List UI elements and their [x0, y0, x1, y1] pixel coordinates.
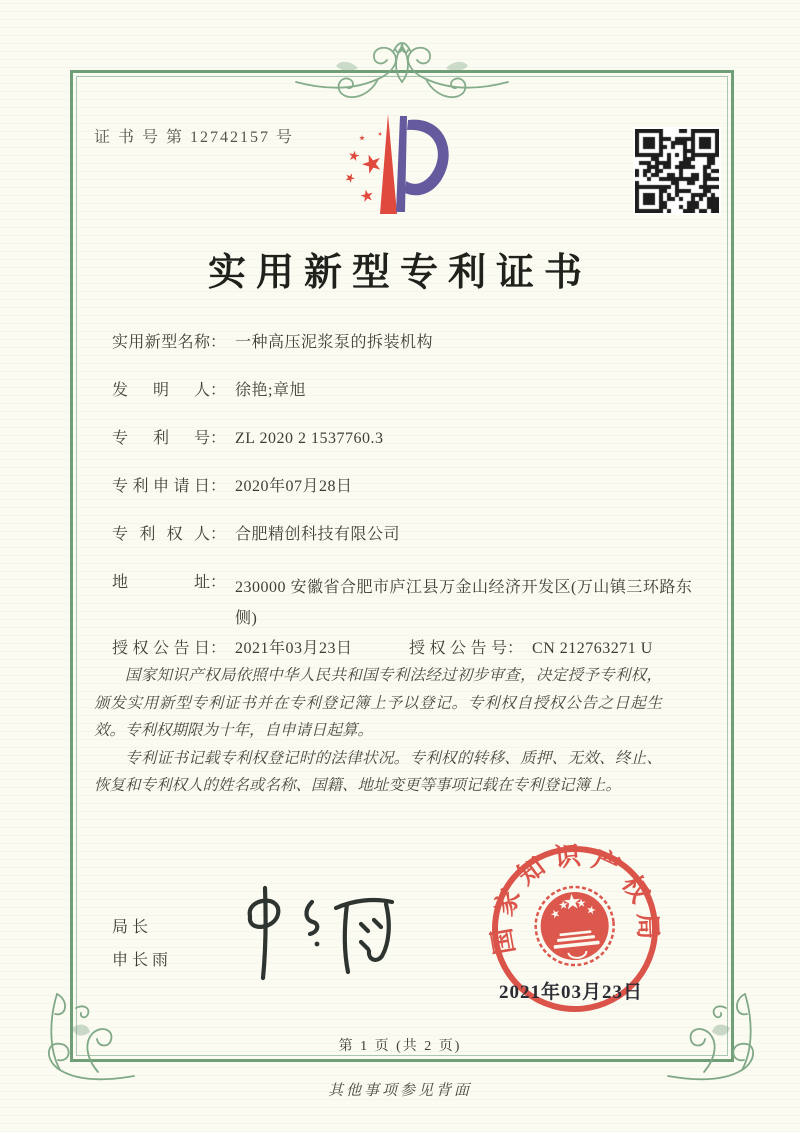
commissioner-title: 局长: [112, 919, 153, 936]
field-value: 徐艳;章旭: [235, 382, 306, 399]
field-row-grant: [112, 638, 657, 660]
qr-code: [633, 127, 721, 215]
field-label: 授权公告号: [409, 640, 507, 657]
seal-text: 国家知识产权局: [487, 841, 663, 957]
field-colon: ：: [210, 526, 227, 543]
field-colon: ：: [210, 382, 227, 399]
field-value: 合肥精创科技有限公司: [235, 526, 401, 543]
field-value: CN 212763271 U: [532, 640, 653, 657]
field-row-inventor: [112, 380, 657, 402]
field-row-name: [112, 332, 657, 354]
field-colon: ：: [210, 478, 227, 495]
field-value: 230000 安徽省合肥市庐江县万金山经济开发区(万山镇三环路东侧): [235, 579, 693, 627]
field-value: ZL 2020 2 1537760.3: [235, 430, 384, 447]
certificate-number: 证 书 号 第 12742157 号: [94, 129, 295, 146]
field-label: 实用新型名称: [112, 334, 210, 351]
field-value: 2020年07月28日: [235, 478, 353, 495]
field-list: [112, 332, 693, 686]
field-colon: ：: [210, 334, 227, 351]
field-label: 授权公告日: [112, 640, 210, 657]
grant-paragraph: 国家知识产权局依照中华人民共和国专利法经过初步审查，决定授予专利权，颁发实用新型专利证书并在专利登记簿上予以登记。专利权自授权公告之日起生效。专利权期限为十年，自申请日起算。: [94, 667, 662, 739]
field-row-filing-date: [112, 476, 657, 498]
field-value: 一种高压泥浆泵的拆装机构: [235, 334, 434, 351]
certificate-title: 实用新型专利证书: [207, 252, 592, 294]
field-colon: ：: [210, 430, 227, 447]
field-label: 发明人: [112, 382, 210, 399]
page-number: 第 1 页 (共 2 页): [338, 1039, 462, 1054]
grant-date-pair: [112, 638, 405, 660]
field-colon: ：: [507, 640, 524, 657]
top-ornament-icon: [292, 34, 512, 106]
commissioner-name: 申长雨: [112, 952, 173, 969]
seal-date: 2021年03月23日: [498, 982, 643, 1003]
field-row-patentee: [112, 524, 657, 546]
field-label: 地址: [112, 574, 210, 591]
field-colon: ：: [210, 640, 227, 657]
back-note: 其他事项参见背面: [327, 1083, 472, 1099]
field-value: 2021年03月23日: [235, 640, 353, 657]
legal-text: [94, 662, 662, 800]
grant-no-pair: [405, 640, 653, 657]
register-paragraph: 专利证书记载专利权登记时的法律状况。专利权的转移、质押、无效、终止、恢复和专利权人的姓名或名称、国籍、地址变更等事项记载在专利登记簿上。: [94, 749, 662, 794]
field-label: 专利申请日: [112, 478, 210, 495]
field-row-patent-no: [112, 428, 657, 450]
signature-icon: [220, 882, 405, 982]
field-label: 专利权人: [112, 526, 210, 543]
cnipa-logo-icon: [336, 110, 466, 230]
field-colon: ：: [210, 574, 227, 591]
field-label: 专利号: [112, 430, 210, 447]
field-row-address: [112, 572, 693, 634]
